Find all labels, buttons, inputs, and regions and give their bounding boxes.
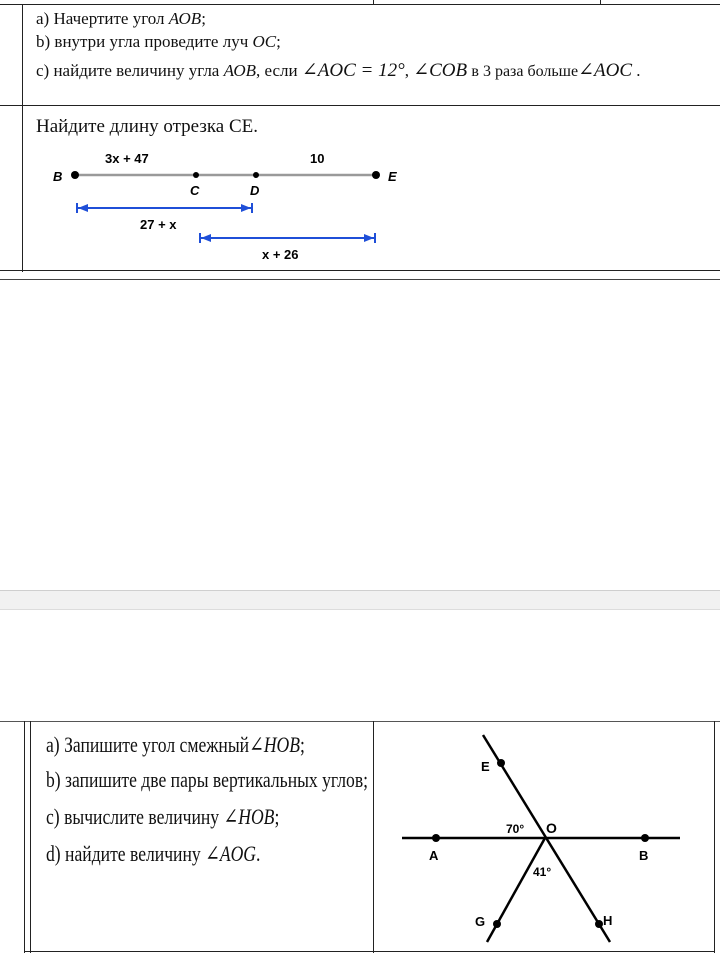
table1-top-border: [0, 4, 720, 5]
page-separator: [0, 590, 720, 610]
segment-diagram: [0, 140, 420, 268]
task3-item-a: [46, 730, 305, 760]
label-B: B: [53, 169, 63, 184]
angles-diagram: [374, 722, 714, 950]
task1-c-expression-aoc2: ∠AOC: [578, 60, 633, 81]
task3-d-end: .: [256, 841, 261, 866]
label-G: G: [475, 914, 486, 929]
measure-BD-arrow-left: [78, 204, 88, 212]
task3-a-end: ;: [300, 732, 305, 757]
table2-right-border: [714, 721, 715, 953]
measure-BD-arrow-right: [241, 204, 251, 212]
task1-c-mid: , если: [256, 61, 298, 80]
label-H: H: [603, 913, 613, 928]
point-D: [253, 172, 259, 178]
task1-item-b: [36, 31, 281, 53]
task3-item-c: [46, 802, 279, 832]
task1-b-variable: ОС: [252, 32, 277, 51]
label-C: C: [190, 183, 200, 198]
task2-title: Найдите длину отрезка CE.: [36, 116, 258, 137]
measure-CE-arrow-left: [201, 234, 211, 242]
point-H: [595, 920, 603, 928]
task1-b-text: b) внутри угла проведите луч: [36, 32, 249, 51]
task1-item-c: [36, 60, 641, 83]
task1-c-expression-aoc: ∠AOC = 12°: [301, 60, 405, 81]
point-A: [432, 834, 440, 842]
label-27-plus-x: 27 + x: [140, 217, 177, 232]
task3-d-text: d) найдите величину: [46, 841, 201, 866]
task1-a-end: ;: [201, 9, 206, 28]
task3-c-expression: ∠HOB: [223, 804, 275, 829]
label-A: A: [429, 848, 439, 863]
task1-c-separator: ,: [404, 61, 409, 80]
table1-bottom-border-2: [0, 279, 720, 280]
label-B: B: [639, 848, 649, 863]
task3-a-expression: ∠HOB: [249, 732, 301, 757]
point-B: [641, 834, 649, 842]
task1-c-text: c) найдите величину угла: [36, 61, 220, 80]
label-3x-plus-47: 3x + 47: [105, 151, 149, 166]
task3-c-end: ;: [274, 804, 280, 829]
table2-left-border-2: [30, 721, 31, 953]
task3-item-d: [46, 839, 260, 869]
angle-70-label: 70°: [506, 822, 525, 836]
task1-c-end: .: [636, 61, 641, 80]
task3-b-text: b) запишите две пары вертикальных углов;: [46, 767, 369, 792]
label-E: E: [388, 169, 397, 184]
task1-c-expression-cob: ∠COB: [413, 60, 468, 81]
task1-a-variable: АОВ: [168, 9, 202, 28]
table1-bottom-border: [0, 270, 720, 271]
label-D: D: [250, 183, 260, 198]
task1-c-mid2: в 3 раза больше: [471, 63, 579, 80]
measure-CE-arrow-right: [364, 234, 374, 242]
table2-bottom-border: [24, 951, 715, 952]
task1-a-text: a) Начертите угол: [36, 9, 165, 28]
label-x-plus-26: x + 26: [262, 247, 299, 262]
angle-41-label: 41°: [533, 865, 552, 879]
task3-c-text: c) вычислите величину: [46, 804, 220, 829]
label-O: O: [546, 820, 557, 836]
point-B: [71, 171, 79, 179]
label-10: 10: [310, 151, 325, 166]
task1-item-a: [36, 8, 206, 30]
label-E: E: [481, 759, 490, 774]
point-G: [493, 920, 501, 928]
task3-d-expression: ∠AOG: [205, 841, 257, 866]
task1-b-end: ;: [276, 32, 281, 51]
task1-c-variable: АОВ: [223, 61, 257, 80]
point-E: [497, 759, 505, 767]
table1-row-divider: [0, 105, 720, 106]
task3-a-text: a) Запишите угол смежный: [46, 732, 250, 757]
point-C: [193, 172, 199, 178]
table2-left-border: [24, 721, 25, 953]
task3-item-b: [46, 765, 368, 795]
point-E: [372, 171, 380, 179]
table1-tick: [600, 0, 601, 5]
table1-tick: [373, 0, 374, 5]
